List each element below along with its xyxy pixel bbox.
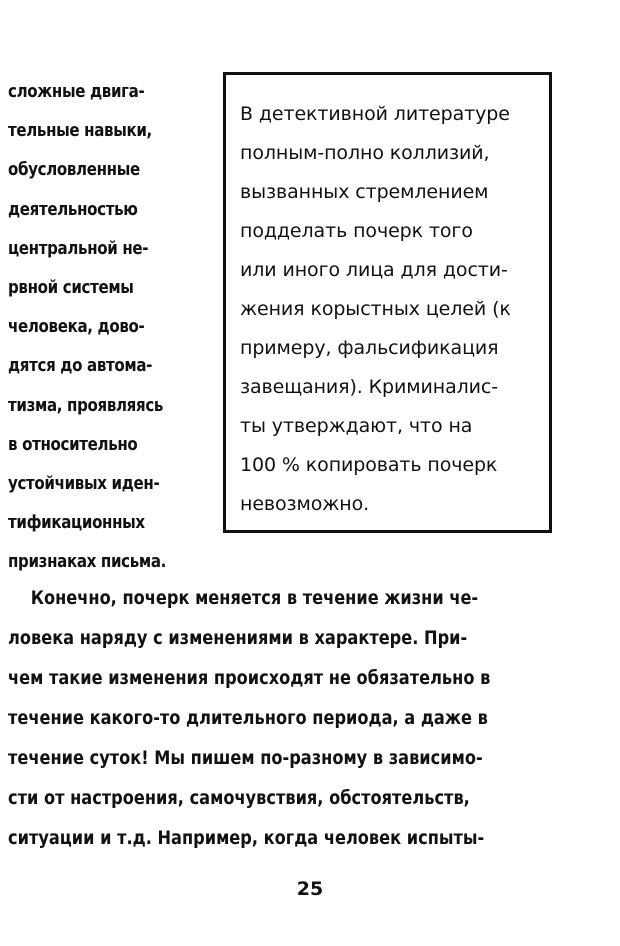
left-column-line: тификационных (8, 513, 145, 534)
left-column-line: дятся до автома- (8, 356, 153, 377)
left-column-line: человека, дово- (8, 317, 145, 338)
sidebar-line: невозможно. (240, 493, 370, 515)
left-column-line: тельные навыки, (8, 121, 152, 142)
sidebar-line: примеру, фальсификация (240, 337, 499, 359)
page-number: 25 (296, 878, 324, 900)
sidebar-line: В детективной литературе (240, 103, 510, 125)
paragraph-line: течение суток! Мы пишем по-разному в зависимо- (8, 748, 483, 769)
sidebar-line: подделать почерк того (240, 220, 473, 242)
left-column-line: признаках письма. (8, 552, 167, 573)
sidebar-line: ты утверждают, что на (240, 415, 473, 437)
sidebar-box (223, 72, 552, 533)
left-column-text (8, 73, 213, 582)
left-column-line: сложные двига- (8, 82, 145, 102)
paragraph-line: Конечно, почерк меняется в течение жизни че- (30, 588, 479, 609)
sidebar-line: жения корыстных целей (к (240, 298, 511, 320)
paragraph-line: ловека наряду с изменениями в характере. При- (8, 628, 468, 649)
left-column-line: рвной системы (8, 277, 134, 298)
left-column-line: центральной не- (8, 238, 149, 259)
sidebar-line: полным-полно коллизий, (240, 142, 490, 164)
paragraph-line: ситуации и т.д. Например, когда человек испыты- (8, 828, 485, 849)
paragraph-line: сти от настроения, самочувствия, обстоятельств, (8, 788, 470, 809)
left-column-line: тизма, проявляясь (8, 395, 164, 416)
sidebar-line: 100 % копировать почерк (240, 454, 498, 476)
body-paragraph (8, 579, 608, 859)
left-column-line: обусловленные (8, 160, 140, 181)
left-column-line: устойчивых иден- (8, 473, 160, 494)
sidebar-line: завещания). Криминалис- (240, 376, 499, 398)
left-column-line: в относительно (8, 434, 138, 455)
paragraph-line: чем такие изменения происходят не обязательно в (8, 668, 491, 689)
left-column-line: деятельностью (8, 199, 138, 220)
sidebar-line: вызванных стремлением (240, 181, 489, 203)
sidebar-line: или иного лица для дости- (240, 259, 508, 281)
paragraph-line: течение какого-то длительного периода, а даже в (8, 708, 488, 729)
